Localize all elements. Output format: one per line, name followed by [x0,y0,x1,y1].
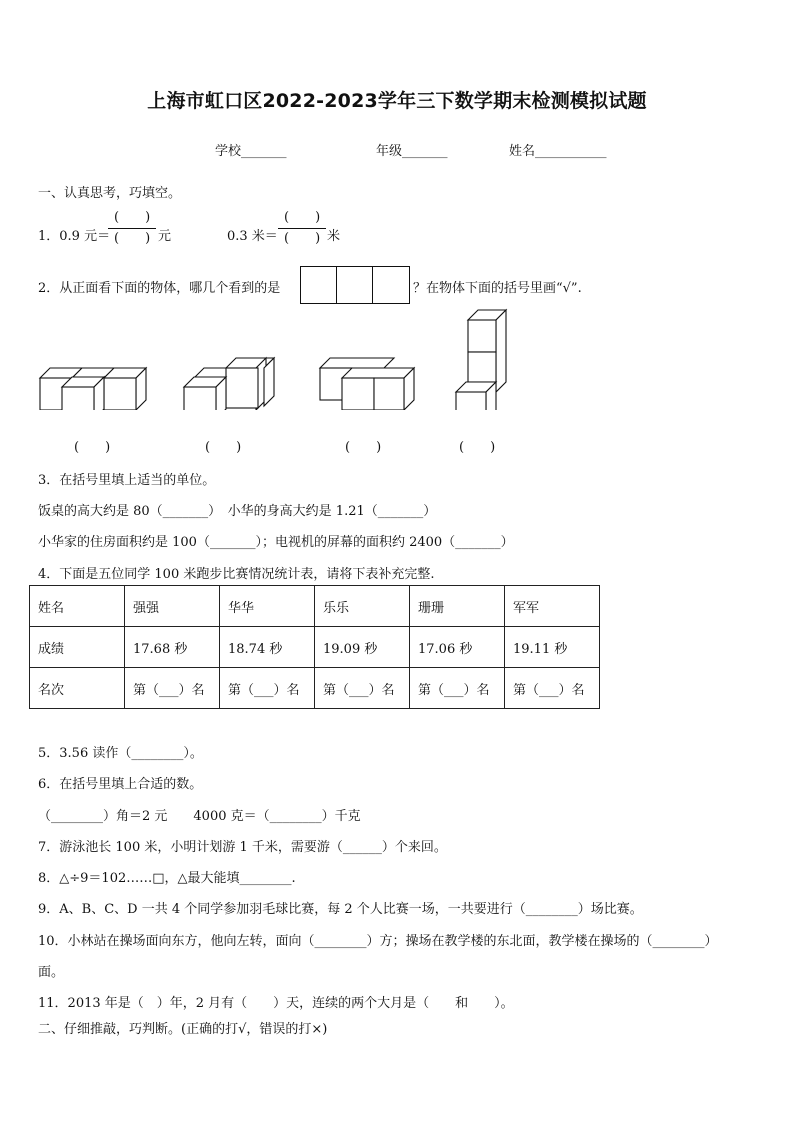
table-cell: 名次 [30,668,125,709]
table-row-scores [30,627,600,668]
table-row-ranks [30,668,600,709]
q2-front-view-square-3 [372,266,410,304]
q1-fraction-2 [278,208,326,249]
q10-line-1: 10．小林站在操场面向东方，他向左转，面向（________）方；操场在教学楼的东北面，教学楼在操场的（________） [38,934,718,949]
q2-answer-blank-a[interactable]: ( ) [74,440,111,455]
table-cell: 乐乐 [315,586,410,627]
name-field: 姓名___________ [509,144,607,159]
table-cell: 军军 [505,586,600,627]
table-cell: 17.06 秒 [410,627,505,668]
q2-cube-figures [0,300,560,410]
q2-answer-blank-b[interactable]: ( ) [205,440,242,455]
rank-blank[interactable]: 第（___）名 [315,668,410,709]
table-cell: 17.68 秒 [125,627,220,668]
cube-figure-c [320,358,414,410]
table-cell: 19.11 秒 [505,627,600,668]
cube-figure-a [40,368,146,410]
q10-line-2: 面。 [38,965,65,980]
grade-field: 年级_______ [376,144,448,159]
rank-blank[interactable]: 第（___）名 [505,668,600,709]
rank-blank[interactable]: 第（___）名 [220,668,315,709]
q9: 9．A、B、C、D 一共 4 个同学参加羽毛球比赛，每 2 个人比赛一场，一共要进行（________）场比赛。 [38,902,643,917]
q6-title: 6．在括号里填上合适的数。 [38,777,203,792]
q1-fraction-1-numerator: ( ) [108,208,156,229]
table-cell: 强强 [125,586,220,627]
q2-front-view-square-2 [336,266,374,304]
q4-title: 4．下面是五位同学 100 米跑步比赛情况统计表，请将下表补充完整. [38,567,435,582]
q1-fraction-1 [108,208,156,249]
q3-line-1: 饭桌的高大约是 80（_______） 小华的身高大约是 1.21（_______） [38,504,437,519]
q2-answer-blank-d[interactable]: ( ) [459,440,496,455]
q1-middle: 0.3 米＝ [227,229,278,244]
table-cell: 19.09 秒 [315,627,410,668]
q3-line-2: 小华家的住房面积约是 100（_______）；电视机的屏幕的面积约 2400（_______） [38,535,514,550]
q2-front-view-square-1 [300,266,338,304]
race-results-table [29,585,600,709]
q7: 7．游泳池长 100 米，小明计划游 1 千米，需要游（______）个来回。 [38,840,447,855]
q6-line: （________）角＝2 元 4000 克＝（________）千克 [38,809,361,824]
q1-fraction-2-denominator: ( ) [284,231,321,246]
rank-blank[interactable]: 第（___）名 [125,668,220,709]
cube-figure-b [184,358,274,410]
q3-title: 3．在括号里填上适当的单位。 [38,473,216,488]
q2-answer-blank-c[interactable]: ( ) [345,440,382,455]
section-1-heading: 一、认真思考，巧填空。 [38,186,182,201]
q1-prefix: 1．0.9 元＝ [38,229,111,244]
page-title: 上海市虹口区2022-2023学年三下数学期末检测模拟试题 [147,90,647,112]
table-row-names [30,586,600,627]
q2-suffix: ？在物体下面的括号里画“√”. [413,281,582,296]
table-cell: 姓名 [30,586,125,627]
q8: 8．△÷9＝102……□，△最大能填________. [38,871,296,886]
school-field: 学校_______ [215,144,287,159]
q1-fraction-1-denominator: ( ) [114,231,151,246]
table-cell: 珊珊 [410,586,505,627]
q2-prefix: 2．从正面看下面的物体，哪几个看到的是 [38,281,281,296]
q1-unit-yuan: 元 [158,229,172,244]
table-cell: 华华 [220,586,315,627]
q1-unit-meter: 米 [327,229,341,244]
q11: 11．2013 年是（ ）年，2 月有（ ）天，连续的两个大月是（ 和 ）。 [38,996,514,1011]
rank-blank[interactable]: 第（___）名 [410,668,505,709]
table-cell: 成绩 [30,627,125,668]
cube-figure-d [456,310,506,410]
q5: 5．3.56 读作（________）。 [38,746,203,761]
table-cell: 18.74 秒 [220,627,315,668]
section-2-heading: 二、仔细推敲，巧判断。(正确的打√，错误的打×) [38,1022,328,1037]
q1-fraction-2-numerator: ( ) [278,208,326,229]
